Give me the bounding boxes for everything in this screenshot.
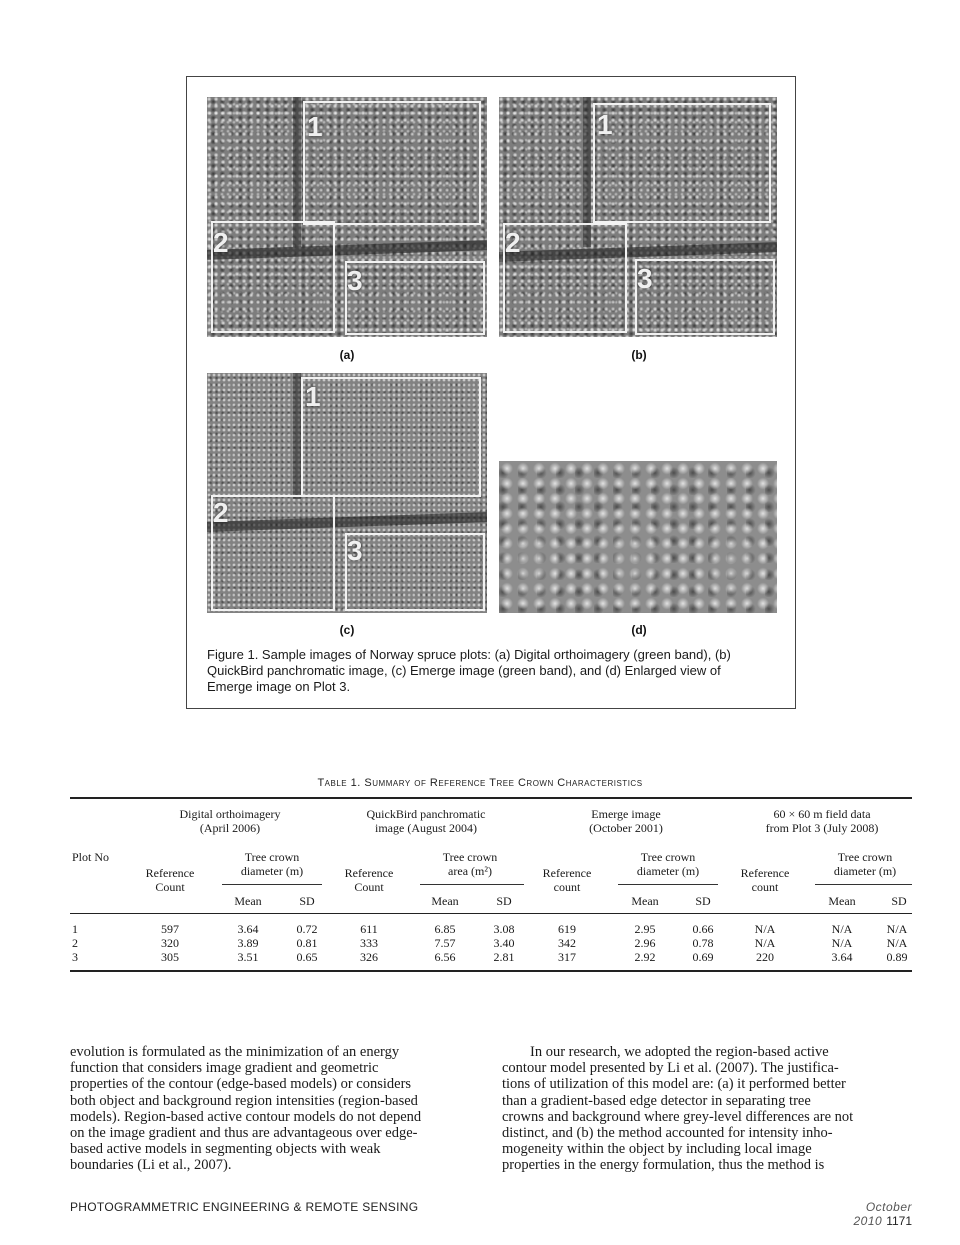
- group-header: Emerge image (October 2001): [589, 807, 663, 835]
- issue-date: October 2010: [853, 1200, 912, 1228]
- group-header: QuickBird panchromatic image (August 2004): [366, 807, 486, 835]
- mean-header: Mean: [431, 894, 459, 908]
- left-column-text: evolution is formulated as the minimization of an energy function that considers image gradient and geometric properties of the contour (edge-based models) or considers both object and background region intensities (region-based models). Region-based active contour models do not depend on the image gradient and thus are advantageous over edge- based active models in segmenting objects with weak boundaries (Li et al., 2007).: [70, 1044, 422, 1174]
- plot-no-header: Plot No: [72, 850, 110, 864]
- plot-3-box: [345, 533, 485, 611]
- header-subrule: [222, 884, 322, 885]
- ref-count-header: Reference count: [740, 866, 790, 894]
- page-number: 1171: [886, 1214, 912, 1228]
- plot-3-label: 3: [347, 535, 363, 566]
- figure-caption: Figure 1. Sample images of Norway spruce plots: (a) Digital orthoimagery (green band), (b) QuickBird panchromatic image, (c) Emerge image (green band), and (d) Enlarged view of Emerge image on Plot 3.: [207, 647, 731, 694]
- plot-2-label: 2: [505, 227, 521, 258]
- group-header: 60 × 60 m field data from Plot 3 (July 2008): [765, 807, 879, 835]
- right-column-text: In our research, we adopted the region-based active contour model presented by Li et al. (2007). The justifica- tions of utilization of this model are: (a) it performed better than a gradient-based edge detector in separating tree crowns and background where grey-level differences are not distinct, and (b) the method accounted for intensity inho- mogeneity within the object by including local image properties in the energy formulation, thus the method is: [502, 1044, 854, 1174]
- plot-2-box: [211, 221, 335, 333]
- panel-c-image: [207, 373, 487, 613]
- table-top-rule: [70, 797, 912, 799]
- table-bottom-rule: [70, 970, 912, 972]
- panel-b-image: [499, 97, 777, 337]
- ref-count-header: Reference Count: [145, 866, 195, 894]
- panel-d-image: [499, 461, 777, 613]
- journal-name: PHOTOGRAMMETRIC ENGINEERING & REMOTE SENSING: [70, 1200, 419, 1214]
- panel-d-label: (d): [631, 623, 647, 637]
- plot-1-label: 1: [305, 381, 321, 412]
- table-header-rule: [70, 913, 912, 914]
- sd-header: SD: [299, 894, 315, 908]
- metric-header: Tree crown diameter (m): [833, 850, 897, 878]
- metric-header: Tree crown area (m²): [442, 850, 498, 878]
- header-subrule: [618, 884, 718, 885]
- ref-count-header: Reference Count: [344, 866, 394, 894]
- mean-header: Mean: [828, 894, 856, 908]
- panel-a-image: [207, 97, 487, 337]
- metric-header: Tree crown diameter (m): [240, 850, 304, 878]
- ref-count-header: Reference count: [542, 866, 592, 894]
- plot-2-label: 2: [213, 227, 229, 258]
- sd-header: SD: [695, 894, 711, 908]
- figure-1: [186, 76, 796, 709]
- plot-1-label: 1: [307, 111, 323, 142]
- plot-3-box: [635, 259, 775, 335]
- sd-header: SD: [891, 894, 907, 908]
- plot-3-label: 3: [637, 263, 653, 294]
- group-header: Digital orthoimagery (April 2006): [179, 807, 281, 835]
- header-subrule: [815, 884, 912, 885]
- plot-2-label: 2: [213, 497, 229, 528]
- sd-header: SD: [496, 894, 512, 908]
- plot-2-box: [211, 495, 335, 611]
- header-subrule: [420, 884, 524, 885]
- plot-2-box: [503, 223, 627, 333]
- panel-c-label: (c): [339, 623, 355, 637]
- panel-b-label: (b): [631, 348, 647, 362]
- plot-1-box: [303, 101, 481, 225]
- plot-3-box: [345, 261, 485, 335]
- table-title: Table 1. Summary of Reference Tree Crown Characteristics: [317, 777, 643, 789]
- road: [293, 373, 301, 499]
- panel-a-label: (a): [339, 348, 355, 362]
- plot-1-box: [301, 377, 481, 497]
- plot-3-label: 3: [347, 265, 363, 296]
- plot-1-label: 1: [597, 109, 613, 140]
- metric-header: Tree crown diameter (m): [636, 850, 700, 878]
- mean-header: Mean: [234, 894, 262, 908]
- page-footer: [806, 1200, 912, 1228]
- mean-header: Mean: [631, 894, 659, 908]
- plot-1-box: [593, 103, 771, 223]
